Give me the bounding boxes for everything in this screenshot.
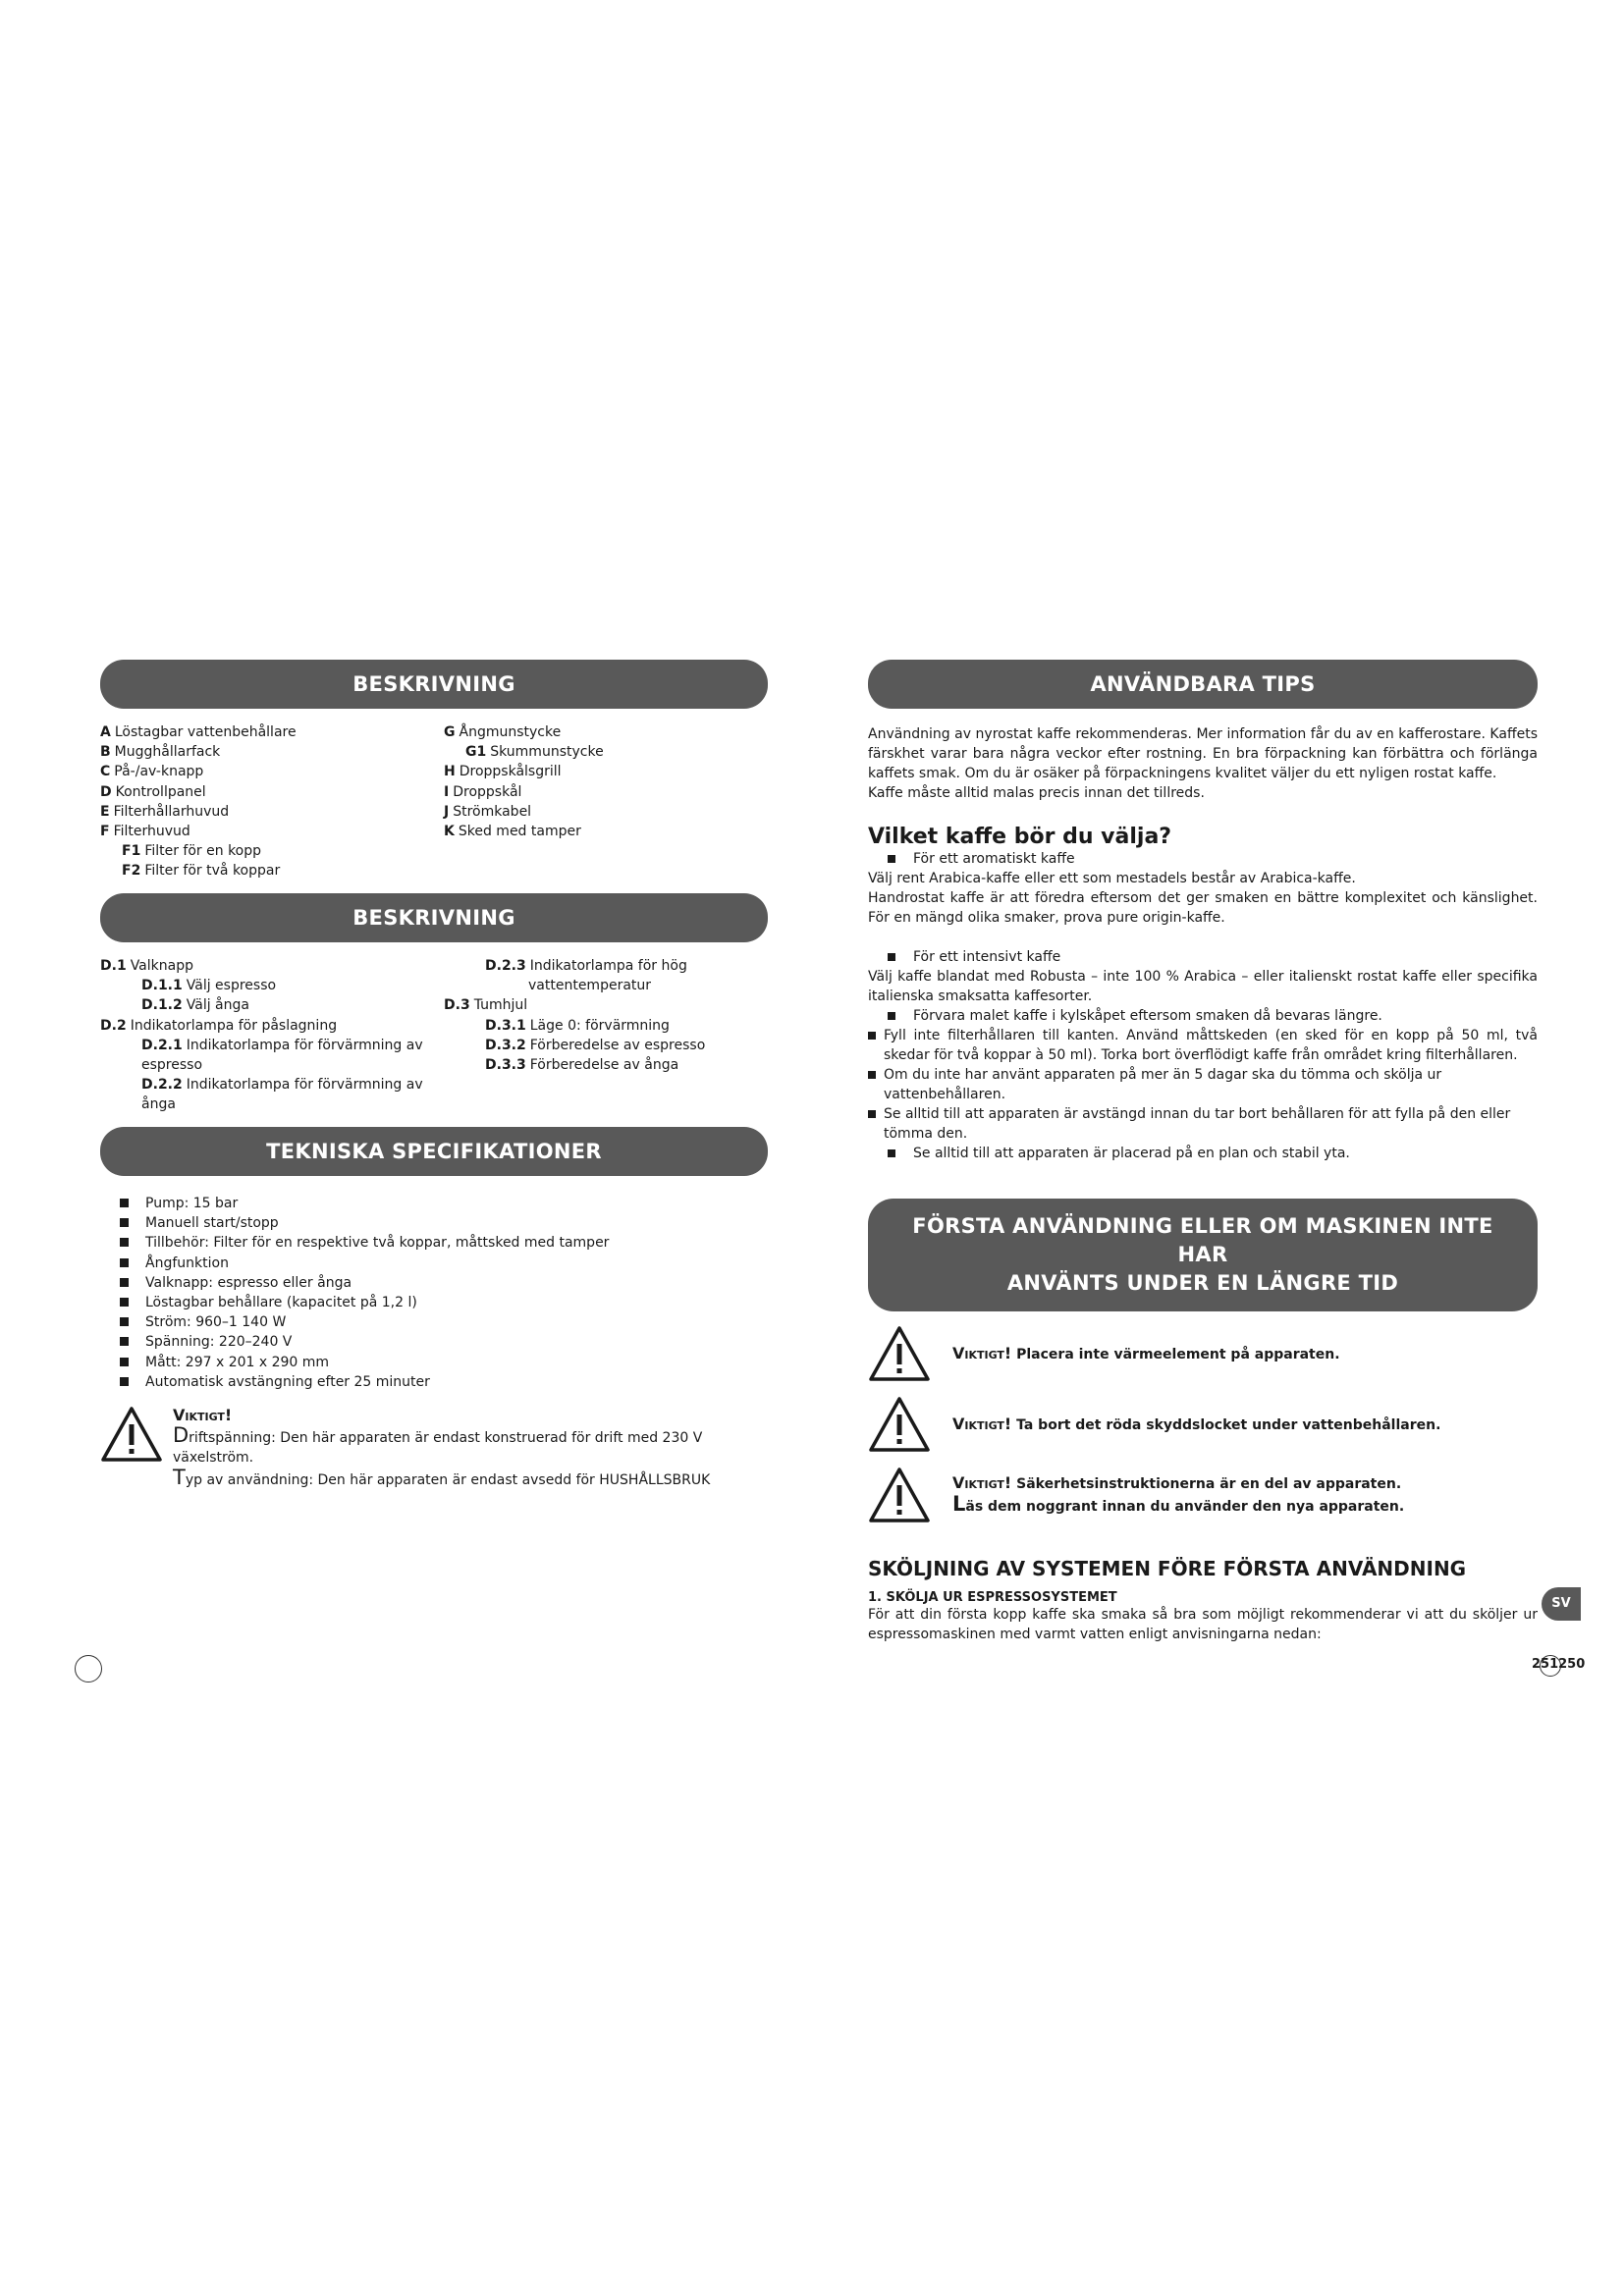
spec-item: Manuell start/stopp xyxy=(100,1213,768,1233)
rinse-subheading: 1. SKÖLJA UR ESPRESSOSYSTEMET xyxy=(868,1590,1117,1605)
list-item: E Filterhållarhuvud xyxy=(100,803,230,820)
tips-grind-note: Kaffe måste alltid malas precis innan det tillreds. xyxy=(868,785,1205,801)
first-use-warning-3: Viktigt! Säkerhetsinstruktionerna är en del av apparaten. Läs dem noggrant innan du använder den nya apparaten. xyxy=(868,1467,1538,1523)
spec-item: Valknapp: espresso eller ånga xyxy=(100,1273,768,1293)
intense-text: Välj kaffe blandat med Robusta – inte 100 % Arabica – eller italienskt rostat kaffe eller specifika italienska smaksatta kaffesorter. xyxy=(868,969,1538,1004)
spec-item: Automatisk avstängning efter 25 minuter xyxy=(100,1372,768,1392)
spec-item: Löstagbar behållare (kapacitet på 1,2 l) xyxy=(100,1293,768,1312)
left-column xyxy=(100,660,768,1490)
list-item: D.3.2 Förberedelse av espresso xyxy=(485,1037,706,1053)
list-item: D.2.1 Indikatorlampa för förvärmning av xyxy=(141,1037,423,1053)
coffee-choice-heading: Vilket kaffe bör du välja? xyxy=(868,825,1172,849)
aromatic-text-1: Välj rent Arabica-kaffe eller ett som mestadels består av Arabica-kaffe. xyxy=(868,871,1356,886)
tech-specs-banner: TEKNISKA SPECIFIKATIONER xyxy=(100,1127,768,1176)
list-item: A Löstagbar vattenbehållare xyxy=(100,724,297,740)
list-item: C På-/av-knapp xyxy=(100,764,204,780)
tips-banner: ANVÄNDBARA TIPS xyxy=(868,660,1538,709)
warning-triangle-icon xyxy=(868,1396,931,1453)
control-column-2 xyxy=(444,956,705,1075)
first-use-banner: FÖRSTA ANVÄNDNING ELLER OM MASKINEN INTE HAR ANVÄNTS UNDER EN LÄNGRE TID xyxy=(868,1199,1538,1311)
warning-triangle-icon xyxy=(868,1325,931,1382)
aromatic-text-2: Handrostat kaffe är att föredra eftersom det ger smaken en bättre komplexitet och känslighet. För en mängd olika smaker, prova pure origin-kaffe. xyxy=(868,890,1538,926)
list-item: B Mugghållarfack xyxy=(100,744,221,761)
list-item: vattentemperatur xyxy=(528,978,652,994)
list-item: F Filterhuvud xyxy=(100,823,190,839)
spec-item: Ångfunktion xyxy=(100,1254,768,1273)
list-item: J Strömkabel xyxy=(444,803,532,820)
list-item: D.1 Valknapp xyxy=(100,958,193,974)
spec-item: Pump: 15 bar xyxy=(100,1194,768,1213)
bullet-aromatic: För ett aromatiskt kaffe xyxy=(868,849,1538,869)
control-parts-list xyxy=(100,956,768,1127)
list-item: D.1.2 Välj ånga xyxy=(141,997,249,1014)
tech-specs-list xyxy=(100,1194,768,1392)
list-item: D.1.1 Välj espresso xyxy=(141,978,277,994)
list-item: D.2 Indikatorlampa för påslagning xyxy=(100,1017,338,1034)
description-parts-list xyxy=(100,722,768,891)
bullet-storage: Förvara malet kaffe i kylskåpet eftersom smaken då bevaras längre. xyxy=(868,1006,1538,1026)
list-item: D.3.3 Förberedelse av ånga xyxy=(485,1056,679,1073)
bullet-switch-off: Se alltid till att apparaten är avstängd innan du tar bort behållaren för att fylla på den eller tömma den. xyxy=(868,1104,1538,1144)
page-code: 251250 xyxy=(1532,1657,1586,1672)
rinse-paragraph: För att din första kopp kaffe ska smaka så bra som möjligt rekommenderar vi att du sköljer ur espressomaskinen med varmt vatten enligt anvisningarna nedan: xyxy=(868,1607,1538,1642)
spec-item: Spänning: 220–240 V xyxy=(100,1332,768,1352)
warning-triangle-icon xyxy=(100,1406,163,1463)
list-item: G1 Skummunstycke xyxy=(465,744,604,761)
bullet-unused: Om du inte har använt apparaten på mer än 5 dagar ska du tömma och skölja ur vattenbehållaren. xyxy=(868,1065,1538,1104)
spec-item: Mått: 297 x 201 x 290 mm xyxy=(100,1353,768,1372)
list-item: D.2.2 Indikatorlampa för förvärmning av xyxy=(141,1077,423,1094)
list-item: D.3 Tumhjul xyxy=(444,997,528,1014)
warning-usage: Typ av användning: Den här apparaten är endast avsedd för HUSHÅLLSBRUK xyxy=(173,1465,711,1489)
bullet-intense: För ett intensivt kaffe xyxy=(868,947,1538,967)
bullet-stable: Se alltid till att apparaten är placerad på en plan och stabil yta. xyxy=(868,1144,1538,1163)
right-column xyxy=(868,660,1538,1644)
parts-column-2 xyxy=(444,722,604,841)
warning-heading: Viktigt! xyxy=(173,1405,233,1424)
bullet-filter: Fyll inte filterhållaren till kanten. Använd måttskeden (en sked för en kopp på 50 ml, två skedar för två koppar à 50 ml). Torka bort överflödigt kaffe från området kring filterhållaren. xyxy=(868,1026,1538,1065)
rinse-heading: SKÖLJNING AV SYSTEMEN FÖRE FÖRSTA ANVÄNDNING xyxy=(868,1557,1467,1580)
list-item: D Kontrollpanel xyxy=(100,783,206,800)
warning-voltage: Driftspänning: Den här apparaten är endast konstruerad för drift med 230 V växelström. xyxy=(173,1422,703,1466)
warning-triangle-icon xyxy=(868,1467,931,1523)
first-use-warning-2: Viktigt! Ta bort det röda skyddslocket under vattenbehållaren. xyxy=(868,1396,1538,1453)
list-item: H Droppskålsgrill xyxy=(444,764,562,780)
tips-paragraph: Användning av nyrostat kaffe rekommenderas. Mer information får du av en kafferostare. Kaffets färskhet varar bara några veckor efter rostning. En bra förpackning kan förbättra och förlänga kaffets smak. Om du är osäker på förpackningens kvalitet väljer du ett nyligen rostat kaffe. xyxy=(868,726,1538,781)
list-item: espresso xyxy=(141,1056,203,1073)
description-banner: BESKRIVNING xyxy=(100,660,768,709)
parts-column-1 xyxy=(100,722,297,881)
list-item: D.3.1 Läge 0: förvärmning xyxy=(485,1017,670,1034)
spec-item: Ström: 960–1 140 W xyxy=(100,1312,768,1332)
list-item: K Sked med tamper xyxy=(444,823,581,839)
control-column-1 xyxy=(100,956,423,1115)
left-warning xyxy=(100,1406,768,1490)
control-description-banner: BESKRIVNING xyxy=(100,893,768,942)
list-item: G Ångmunstycke xyxy=(444,724,562,740)
list-item: F1 Filter för en kopp xyxy=(122,843,262,860)
list-item: ånga xyxy=(141,1096,176,1113)
list-item: D.2.3 Indikatorlampa för hög xyxy=(485,958,687,974)
registration-mark-left xyxy=(75,1655,102,1682)
spec-item: Tillbehör: Filter för en respektive två koppar, måttsked med tamper xyxy=(100,1233,768,1253)
list-item: F2 Filter för två koppar xyxy=(122,863,281,880)
first-use-warning-1: Viktigt! Placera inte värmeelement på apparaten. xyxy=(868,1325,1538,1382)
language-tab: SV xyxy=(1542,1587,1581,1621)
list-item: I Droppskål xyxy=(444,783,522,800)
